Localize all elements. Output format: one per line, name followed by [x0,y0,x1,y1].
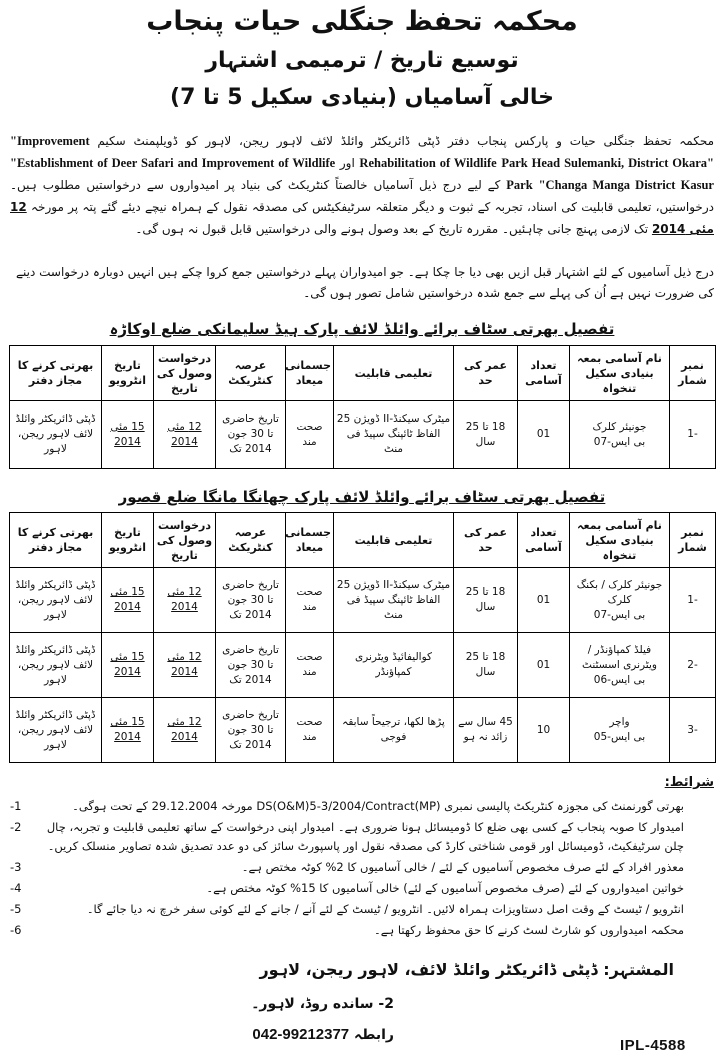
scheme-name-3: "Establishment of Deer Safari and Improvement of Wildlife Park [10,156,533,192]
cell-contract: تاریخ حاضری تا 30 جون 2014 تک [216,568,286,633]
term-text: خواتین امیدواروں کے لئے (صرف مخصوص آسامیوں کے لئے) خالی آسامیوں کا 15% کوٹہ مختص ہے۔ [206,881,684,895]
ad-subtitle: توسیع تاریخ / ترمیمی اشتہار [205,48,519,73]
scheme-name-4: "Changa Manga District Kasur [538,178,714,192]
list-item [10,797,714,816]
post-name: فیلڈ کمپاؤنڈر / ویٹرنری اسسٹنٹ [582,643,657,671]
term-text: بھرتی گورنمنٹ کی مجوزہ کنٹریکٹ پالیسی نمبری DS(O&M)5-3/2004/Contract(MP) مورخہ 29.12.2004 کے تحت ہوگی۔ [72,799,684,813]
vacancies-heading: خالی آسامیاں (بنیادی سکیل 5 تا 7) [170,85,554,110]
cell-post [570,698,670,763]
col-post: نام آسامی بمعہ بنیادی سکیل تنخواہ [570,346,670,401]
post-scale: بی ایس-05 [593,731,646,743]
advertiser: المشتہر: ڈپٹی ڈائریکٹر وائلڈ لائف، لاہور ریجن، لاہور [259,960,674,979]
post-scale: بی ایس-07 [593,608,646,621]
cell-qual: میٹرک سیکنڈ-II ڈویژن 25 الفاظ ٹائپنگ سپیڈ فی منٹ [334,401,454,469]
term-number: -2 [10,820,22,834]
scheme-name-2: Park Head Sulemanki, District Okara" [501,156,714,170]
table1-header-row [10,346,716,401]
col-office: بھرتی کرنے کا مجاز دفتر [10,346,102,401]
cell-sr: -1 [670,568,716,633]
table2-header-row [10,513,716,568]
cell-qual: میٹرک سیکنڈ-II ڈویژن 25 الفاظ ٹائپنگ سپیڈ فی منٹ [334,568,454,633]
col-fitness: جسمانی میعاد [286,346,334,401]
table1-title: تفصیل بھرتی سٹاف برائے وائلڈ لائف پارک ہیڈ سلیمانکی ضلع اوکاڑہ [109,320,615,338]
post-name: واچر [609,716,630,728]
list-item [10,921,714,940]
col-contract: عرصہ کنٹریکٹ [216,513,286,568]
scheme-name-1: "Improvement Rehabilitation of Wildlife [10,134,497,170]
term-text: محکمہ امیدواروں کو شارٹ لسٹ کرنے کا حق محفوظ رکھتا ہے۔ [374,923,684,937]
table2-title: تفصیل بھرتی سٹاف برائے وائلڈ لائف پارک چھانگا مانگا ضلع قصور [118,488,606,506]
table-kasur [9,512,716,763]
post-name: جونیئر کلرک / بکنگ کلرک [576,578,663,606]
col-recv: درخواست وصول کی تاریخ [154,346,216,401]
cell-contract: تاریخ حاضری تا 30 جون 2014 تک [216,698,286,763]
cell-fitness: صحت مند [286,698,334,763]
cell-contract: تاریخ حاضری تا 30 جون 2014 تک [216,401,286,469]
cell-office: ڈپٹی ڈائریکٹر وائلڈ لائف لاہور ریجن، لاہور [10,633,102,698]
table-row [10,568,716,633]
cell-post [570,401,670,469]
cell-qual: پڑھا لکھا، ترجیحاً سابقہ فوجی [334,698,454,763]
term-text: امیدوار کا صوبہ پنجاب کے کسی بھی ضلع کا ڈومیسائل ہونا ضروری ہے۔ امیدوار اپنی درخواست کے ساتھ تعلیمی قابلیت و تجربہ، چال چلن سرٹیفکیٹ، ڈومیسائل اور قومی شناختی کارڈ کی مصدقہ نقول اور پاسپورٹ سائز کی دو عدد تصدیق شدہ تصاویر منسلک کریں۔ [46,820,684,853]
cell-office: ڈپٹی ڈائریکٹر وائلڈ لائف لاہور ریجن، لاہور [10,401,102,469]
cell-interview: 15 مئی 2014 [102,401,154,469]
post-scale: بی ایس-06 [593,673,646,686]
col-sr: نمبر شمار [670,513,716,568]
terms-title: شرائط: [664,775,714,790]
cell-age: 18 تا 25 سال [454,401,518,469]
intro-start: محکمہ تحفظ جنگلی حیات و پارکس پنجاب دفتر ڈپٹی ڈائریکٹر وائلڈ لائف لاہور ریجن، لاہور کو ڈویلپمنٹ سکیم [97,134,714,148]
cell-interview: 15 مئی 2014 [102,568,154,633]
post-scale: بی ایس-07 [593,435,646,448]
cell-fitness: صحت مند [286,568,334,633]
table-row [10,401,716,469]
list-item [10,879,714,898]
cell-recv: 12 مئی 2014 [154,698,216,763]
list-item [10,858,714,877]
intro-rest: کے لیے درج ذیل آسامیاں خالصتاً کنٹریکٹ کی بنیاد پر امیدواروں سے درخواستیں مطلوب ہیں۔ درخواستیں، تعلیمی قابلیت کی اسناد، تجربہ کے ثبوت و دیگر متعلقہ سرٹیفکیٹس کی مصدقہ نقول کے ہمراہ نیچے دیئے گئے پتہ پر مورخہ [10,178,714,214]
cell-count: 01 [518,568,570,633]
deadline-date: 12 مئی 2014 [10,200,714,236]
col-age: عمر کی حد [454,346,518,401]
intro-end: تک لازمی پہنچ جانی چاہئیں۔ مقررہ تاریخ کے بعد وصول ہونے والی درخواستیں قابل قبول نہ ہوں گی۔ [135,222,649,236]
col-interview: تاریخ انٹرویو [102,346,154,401]
cell-age: 18 تا 25 سال [454,568,518,633]
cell-post [570,568,670,633]
term-text: انٹرویو / ٹیسٹ کے وقت اصل دستاویزات ہمراہ لائیں۔ انٹرویو / ٹیسٹ کے لئے آنے / جانے کے لئے کوئی سفر خرچ نہ دیا جائے گا۔ [86,902,684,916]
intro-note: درج ذیل آسامیوں کے لئے اشتہار قبل ازیں بھی دیا جا چکا ہے۔ جو امیدواران پہلے درخواستیں جمع کروا چکے ہیں انہیں دوبارہ درخواست دینے کی ضرورت نہیں ہے اُن کی پہلے سے جمع شدہ درخواستیں شامل تصور ہوں گی۔ [15,265,714,300]
cell-office: ڈپٹی ڈائریکٹر وائلڈ لائف لاہور ریجن، لاہور [10,568,102,633]
term-number: -1 [10,799,22,813]
cell-fitness: صحت مند [286,633,334,698]
col-post: نام آسامی بمعہ بنیادی سکیل تنخواہ [570,513,670,568]
col-office: بھرتی کرنے کا مجاز دفتر [10,513,102,568]
cell-age: 18 تا 25 سال [454,633,518,698]
cell-post [570,633,670,698]
cell-interview: 15 مئی 2014 [102,698,154,763]
col-count: تعداد آسامی [518,346,570,401]
intro-or: اور [339,156,355,170]
col-qual: تعلیمی قابلیت [334,513,454,568]
term-number: -5 [10,902,22,916]
table-row [10,698,716,763]
cell-interview: 15 مئی 2014 [102,633,154,698]
post-name: جونیئر کلرک [592,420,647,433]
cell-office: ڈپٹی ڈائریکٹر وائلڈ لائف لاہور ریجن، لاہور [10,698,102,763]
cell-fitness: صحت مند [286,401,334,469]
cell-sr: -2 [670,633,716,698]
cell-count: 01 [518,633,570,698]
cell-count: 10 [518,698,570,763]
ipl-code: IPL-4588 [620,1037,686,1054]
department-title: محکمہ تحفظ جنگلی حیات پنجاب [146,6,578,37]
col-contract: عرصہ کنٹریکٹ [216,346,286,401]
list-item [10,900,714,919]
cell-sr: -3 [670,698,716,763]
term-number: -4 [10,881,22,895]
col-sr: نمبر شمار [670,346,716,401]
term-number: -3 [10,860,22,874]
phone-number: 042-99212377 [252,1026,350,1043]
cell-count: 01 [518,401,570,469]
col-interview: تاریخ انٹرویو [102,513,154,568]
contact-line [252,1026,394,1043]
cell-contract: تاریخ حاضری تا 30 جون 2014 تک [216,633,286,698]
cell-recv: 12 مئی 2014 [154,633,216,698]
cell-recv: 12 مئی 2014 [154,401,216,469]
cell-sr: -1 [670,401,716,469]
cell-age: 45 سال سے زائد نہ ہو [454,698,518,763]
col-count: تعداد آسامی [518,513,570,568]
table-okara [9,345,716,469]
address: 2- سانده روڈ، لاہور۔ [251,996,394,1012]
list-item [10,818,714,856]
term-number: -6 [10,923,22,937]
table-row [10,633,716,698]
intro-paragraph [10,130,714,240]
col-recv: درخواست وصول کی تاریخ [154,513,216,568]
contact-label: رابطہ [354,1027,394,1043]
cell-qual: کوالیفائیڈ ویٹرنری کمپاؤنڈر [334,633,454,698]
col-qual: تعلیمی قابلیت [334,346,454,401]
col-age: عمر کی حد [454,513,518,568]
col-fitness: جسمانی میعاد [286,513,334,568]
term-text: معذور افراد کے لئے صرف مخصوص آسامیوں کے لئے / خالی آسامیوں کا 2% کوٹہ مختص ہے۔ [241,860,684,874]
cell-recv: 12 مئی 2014 [154,568,216,633]
terms-list [10,797,714,942]
